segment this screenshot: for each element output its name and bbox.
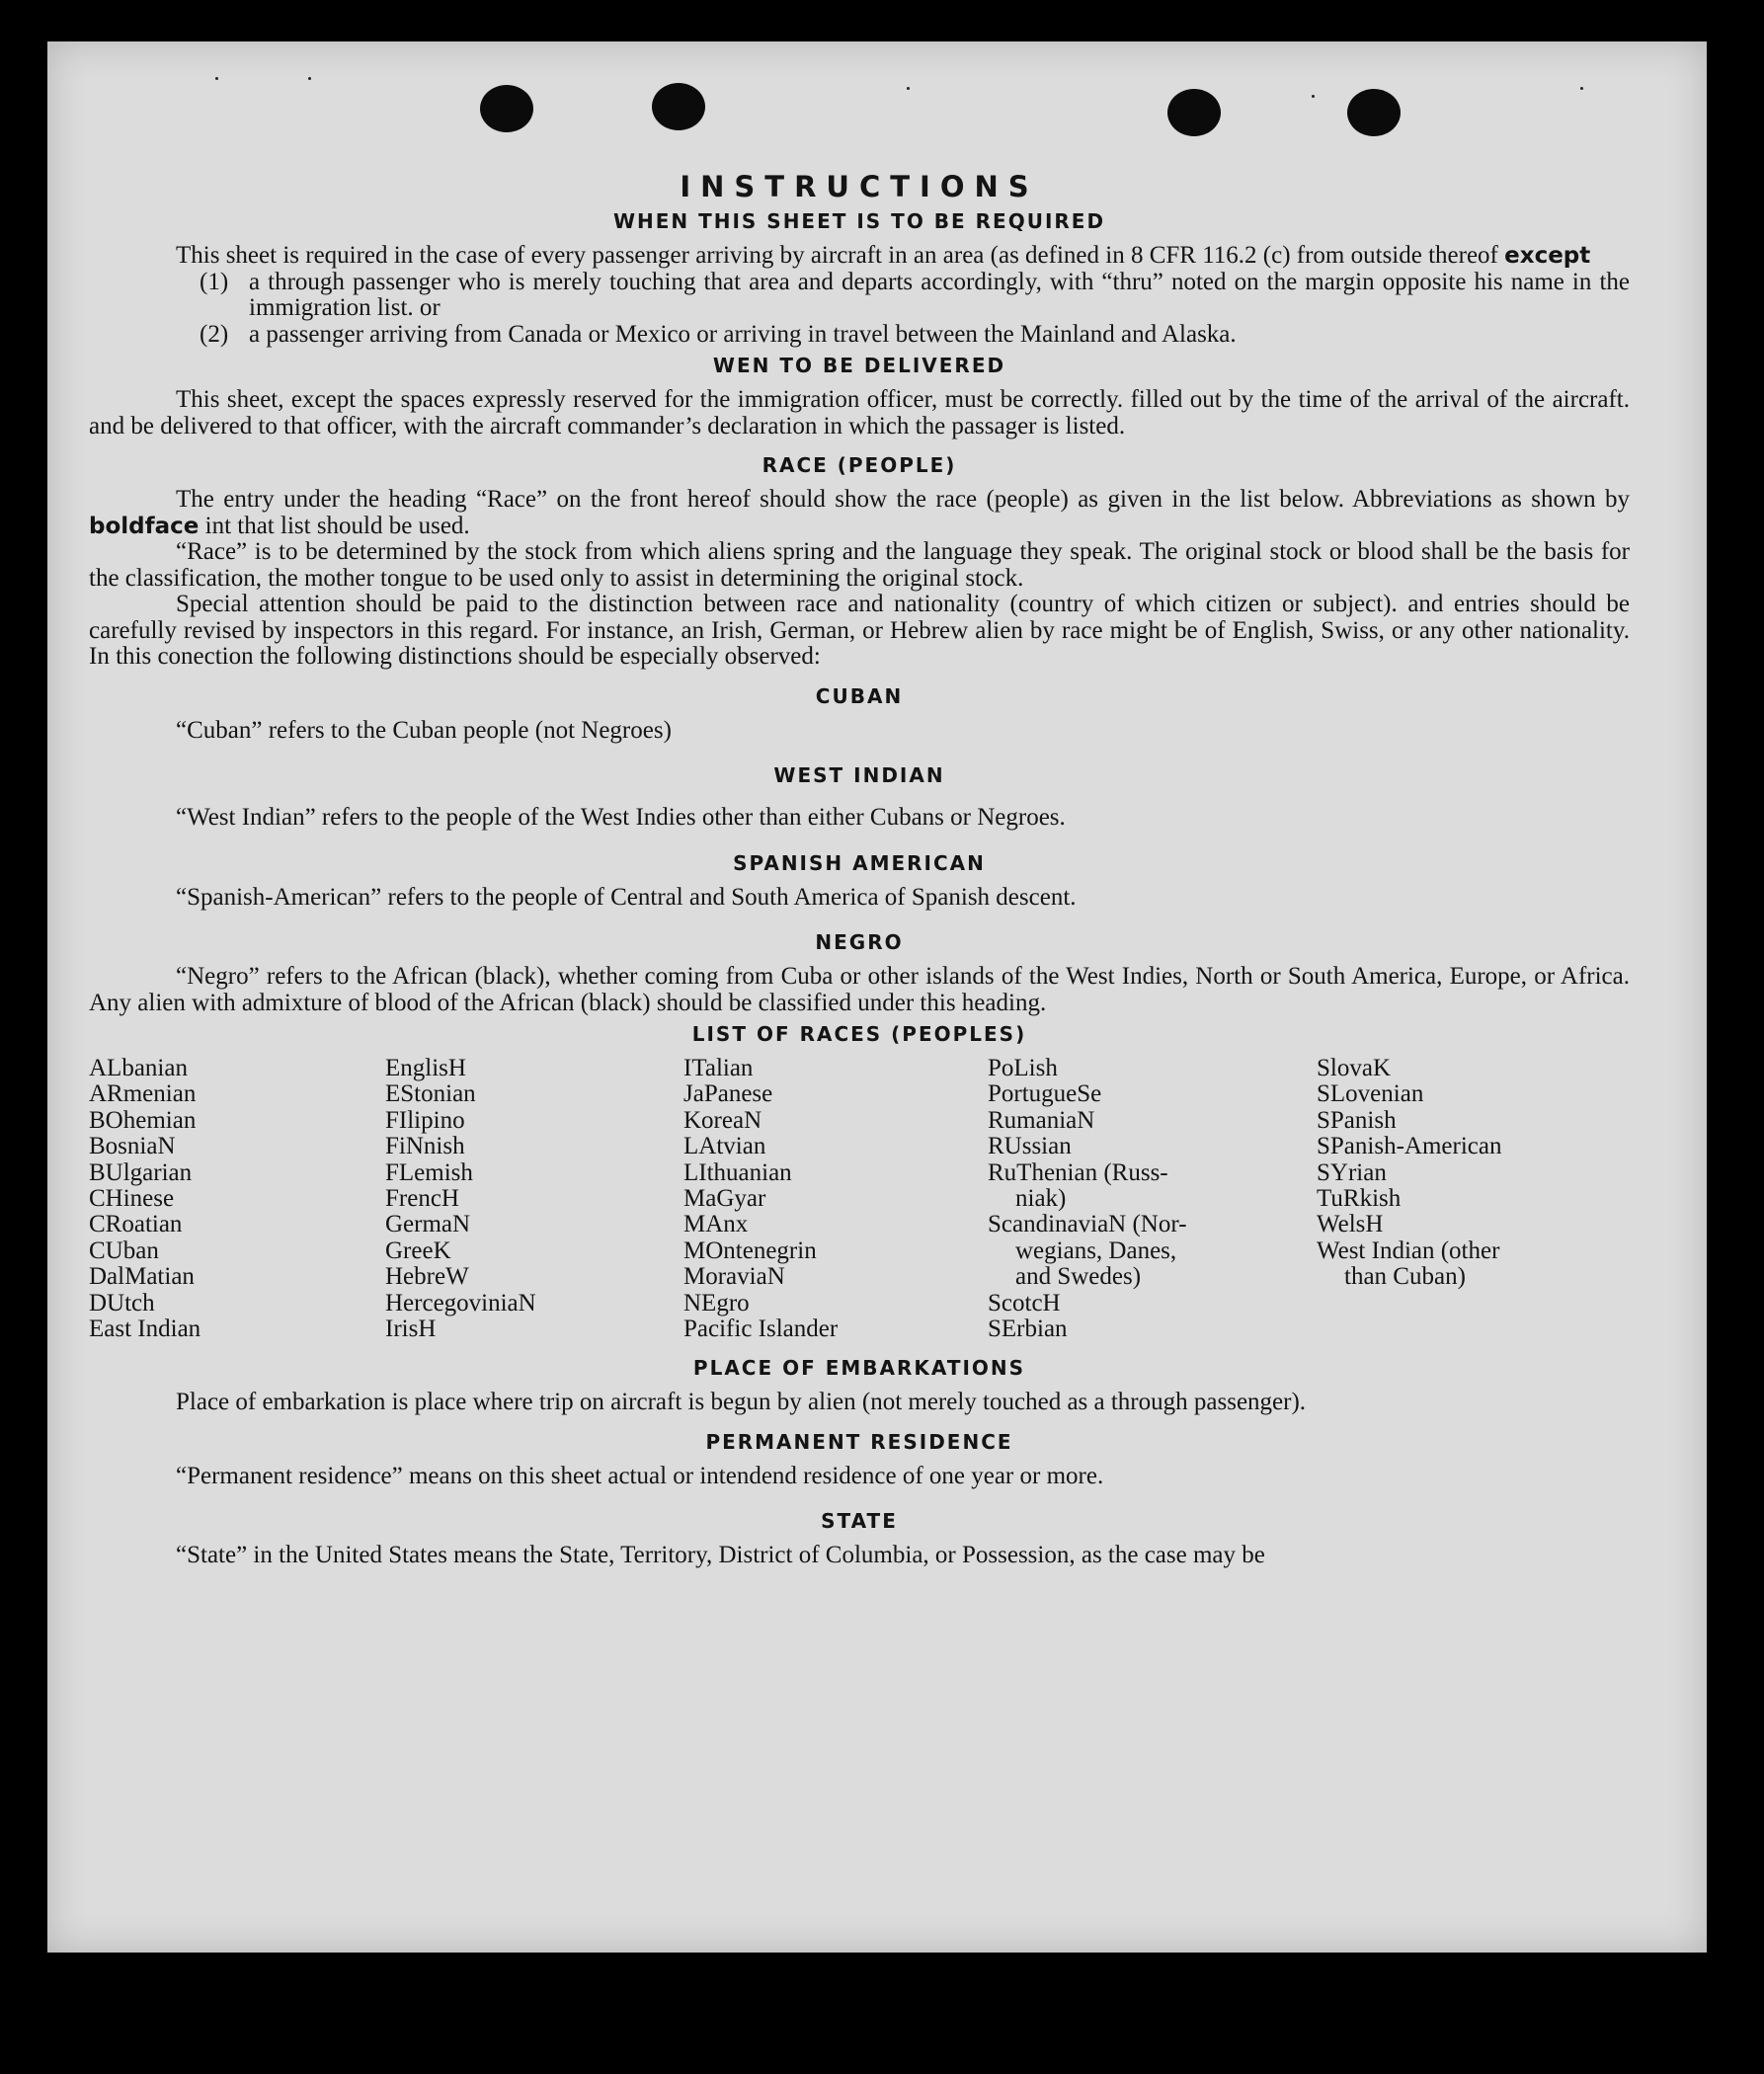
race-item: PortugueSe <box>988 1080 1102 1108</box>
race-item: HercegoviniaN <box>385 1289 536 1316</box>
race-paragraph-2: “Race” is to be determined by the stock from which aliens spring and the language they speak. The original stock or blood shall be the basis for the classification, the mother tongue to be used only to assist in determining the original stock. <box>89 538 1630 592</box>
when-delivered-text: This sheet, except the spaces expressly reserved for the immigration officer, must be correctly. filled out by the time of the arrival of the aircraft. and be delivered to that officer, with the aircraft commander’s declaration in which the passager is listed. <box>89 386 1630 439</box>
race-item: RUssian <box>988 1133 1072 1160</box>
race-item: EStonian <box>385 1080 476 1108</box>
race-item: SPanish-American <box>1317 1133 1502 1160</box>
race-item: FIlipino <box>385 1106 465 1134</box>
race-item: FLemish <box>385 1158 473 1186</box>
race-item: SlovaK <box>1317 1055 1391 1081</box>
race-item: MoraviaN <box>683 1263 785 1291</box>
race-item-continued: and Swedes) <box>1015 1263 1142 1291</box>
exception-list <box>89 270 1630 349</box>
race-item: FrencH <box>385 1185 459 1213</box>
race-item: Pacific Islander <box>683 1316 839 1343</box>
race-item-continued: wegians, Danes, <box>1015 1236 1177 1264</box>
exception-item: (2) a passenger arriving from Canada or Mexico or arriving in travel between the Mainland and Alaska. <box>200 320 1237 348</box>
races-list <box>89 1056 1630 1342</box>
race-item: JaPanese <box>683 1080 773 1108</box>
state-text: “State” in the United States means the State, Territory, District of Columbia, or Possession, as the case may be <box>176 1542 1265 1569</box>
punch-hole <box>1347 89 1401 136</box>
race-item: GermaN <box>385 1211 471 1238</box>
race-item: CRoatian <box>89 1211 183 1238</box>
race-item-continued: niak) <box>1015 1185 1067 1213</box>
race-item: WelsH <box>1317 1211 1384 1238</box>
race-item: FiNnish <box>385 1133 465 1160</box>
cuban-text: “Cuban” refers to the Cuban people (not Negroes) <box>176 716 672 744</box>
races-column <box>988 1056 1317 1342</box>
race-item: SErbian <box>988 1316 1068 1343</box>
race-item: NEgro <box>683 1289 750 1316</box>
race-item: SPanish <box>1317 1106 1397 1134</box>
exception-item: (1) a through passenger who is merely touching that area and departs accordingly, with “thru” noted on the margin opposite his name in the immigration list. or <box>200 268 1630 321</box>
race-item: SLovenian <box>1317 1080 1424 1108</box>
heading-negro: NEGRO <box>815 930 904 954</box>
instructions-body <box>89 170 1630 1569</box>
race-item: ScotcH <box>988 1289 1061 1316</box>
heading-list-of-races: LIST OF RACES (PEOPLES) <box>691 1022 1027 1046</box>
race-item: ALbanian <box>89 1055 188 1081</box>
punch-hole <box>652 83 705 130</box>
race-item: MOntenegrin <box>683 1236 817 1264</box>
race-item: RuThenian (Russ- <box>988 1158 1168 1186</box>
heading-when-required: WHEN THIS SHEET IS TO BE REQUIRED <box>612 209 1106 233</box>
race-item: EnglisH <box>385 1055 466 1081</box>
races-column <box>89 1056 385 1342</box>
heading-place-of-embarkation: PLACE OF EMBARKATIONS <box>692 1356 1026 1381</box>
punch-hole <box>480 85 533 132</box>
heading-state: STATE <box>821 1509 898 1534</box>
race-paragraph-1: The entry under the heading “Race” on the front hereof should show the race (people) as given in the list below. Abbreviations as shown by boldface int that list should be used. <box>89 486 1630 539</box>
race-item: DUtch <box>89 1289 155 1316</box>
race-item: LAtvian <box>683 1133 766 1160</box>
race-item: IrisH <box>385 1316 437 1343</box>
race-item: KoreaN <box>683 1106 762 1134</box>
race-paragraph-3: Special attention should be paid to the distinction between race and nationality (country of which citizen or subject). and entries should be carefully revised by inspectors in this regard. For instance, an Irish, German, or Hebrew alien by race might be of English, Swiss, or any other nationality. In this conection the following distinctions should be especially observed: <box>89 591 1630 670</box>
race-item: RumaniaN <box>988 1106 1095 1134</box>
west-indian-text: “West Indian” refers to the people of the West Indies other than either Cubans or Negroes. <box>176 804 1066 831</box>
heading-race: RACE (PEOPLE) <box>762 453 957 477</box>
heading-spanish-american: SPANISH AMERICAN <box>733 850 986 875</box>
spanish-american-text: “Spanish-American” refers to the people of Central and South America of Spanish descent. <box>176 883 1077 911</box>
race-item: SYrian <box>1317 1158 1387 1186</box>
races-column <box>683 1056 988 1342</box>
race-item: East Indian <box>89 1316 201 1343</box>
page-title: INSTRUCTIONS <box>680 170 1039 203</box>
race-item: ARmenian <box>89 1080 197 1108</box>
race-item-continued: than Cuban) <box>1344 1263 1466 1291</box>
race-item: MAnx <box>683 1211 749 1238</box>
race-item: TuRkish <box>1317 1185 1402 1213</box>
race-item: HebreW <box>385 1263 469 1291</box>
race-item: ScandinaviaN (Nor- <box>988 1211 1187 1238</box>
race-item: BOhemian <box>89 1106 197 1134</box>
when-required-intro: This sheet is required in the case of every passenger arriving by aircraft in an area (as defined in 8 CFR 116.2 (c) from outside thereof except <box>176 242 1591 269</box>
punch-hole <box>1167 89 1221 136</box>
race-item: PoLish <box>988 1055 1058 1081</box>
permanent-residence-text: “Permanent residence” means on this sheet actual or intendend residence of one year or more. <box>176 1462 1104 1489</box>
race-item: MaGyar <box>683 1185 766 1213</box>
race-item: West Indian (other <box>1317 1236 1500 1264</box>
heading-when-delivered: WEN TO BE DELIVERED <box>712 354 1006 377</box>
heading-permanent-residence: PERMANENT RESIDENCE <box>705 1429 1013 1454</box>
races-column <box>385 1056 683 1342</box>
races-column <box>1317 1056 1593 1342</box>
race-item: ITalian <box>683 1055 754 1081</box>
race-item: LIthuanian <box>683 1158 792 1186</box>
race-item: CHinese <box>89 1185 175 1213</box>
heading-cuban: CUBAN <box>815 683 904 708</box>
negro-text: “Negro” refers to the African (black), whether coming from Cuba or other islands of the West Indies, North or South America, Europe, or Africa. Any alien with admixture of blood of the African (black) should be classified under this heading. <box>89 963 1630 1016</box>
race-item: CUban <box>89 1236 159 1264</box>
place-of-embarkation-text: Place of embarkation is place where trip on aircraft is begun by alien (not merely touched as a through passenger). <box>176 1389 1307 1416</box>
race-item: DalMatian <box>89 1263 195 1291</box>
document-page <box>47 41 1707 1953</box>
race-item: GreeK <box>385 1236 451 1264</box>
heading-west-indian: WEST INDIAN <box>773 763 945 787</box>
race-item: BosniaN <box>89 1133 176 1160</box>
race-item: BUlgarian <box>89 1158 193 1186</box>
